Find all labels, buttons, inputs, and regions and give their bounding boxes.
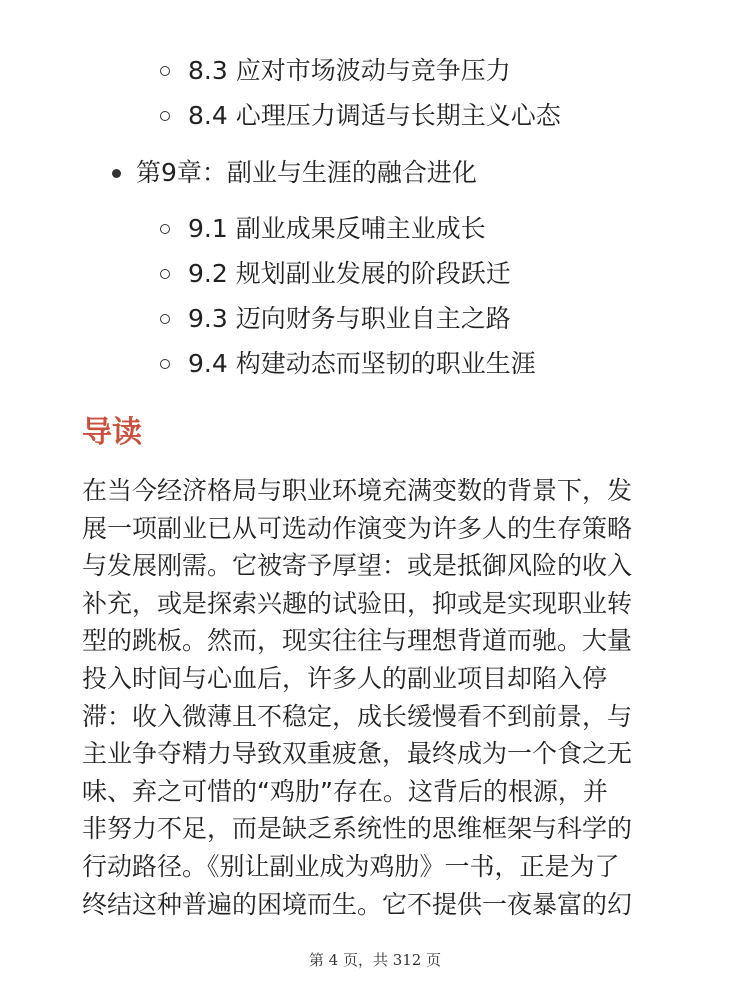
page-number-footer: 第 4 页，共 312 页 xyxy=(308,951,442,969)
paragraph-line: 投入时间与心血后，许多人的副业项目却陷入停 xyxy=(82,663,608,693)
filled-circle-bullet-icon xyxy=(112,169,121,178)
paragraph-line: 主业争夺精力导致双重疲惫，最终成为一个食之无 xyxy=(82,739,633,769)
paragraph-line: 滞：收入微薄且不稳定，成长缓慢看不到前景，与 xyxy=(82,701,633,731)
toc-item[interactable] xyxy=(160,93,561,138)
paragraph-line: 在当今经济格局与职业环境充满变数的背景下，发 xyxy=(82,476,633,505)
toc-section-8-list xyxy=(160,48,561,138)
intro-paragraph xyxy=(82,472,672,923)
hollow-circle-bullet-icon xyxy=(160,66,170,76)
toc-chapter-label: 第9章：副业与生涯的融合进化 xyxy=(136,158,477,187)
toc-item[interactable] xyxy=(160,251,536,296)
toc-item[interactable] xyxy=(160,206,536,251)
hollow-circle-bullet-icon xyxy=(160,224,170,234)
intro-heading: 导读 xyxy=(82,415,142,450)
paragraph-line: 展一项副业已从可选动作演变为许多人的生存策略 xyxy=(82,513,633,543)
toc-item-label: 9.4 构建动态而坚韧的职业生涯 xyxy=(188,349,536,378)
hollow-circle-bullet-icon xyxy=(160,359,170,369)
paragraph-line: 行动路径。《别让副业成为鸡肋》一书，正是为了 xyxy=(82,851,620,881)
paragraph-line: 与发展刚需。它被寄予厚望：或是抵御风险的收入 xyxy=(82,551,633,581)
toc-chapter-9[interactable] xyxy=(112,150,477,195)
hollow-circle-bullet-icon xyxy=(160,269,170,279)
hollow-circle-bullet-icon xyxy=(160,314,170,324)
toc-section-9-list xyxy=(160,206,536,386)
toc-item-label: 9.1 副业成果反哺主业成长 xyxy=(188,214,486,243)
paragraph-line: 终结这种普遍的困境而生。它不提供一夜暴富的幻 xyxy=(82,889,633,919)
paragraph-line: 非努力不足，而是缺乏系统性的思维框架与科学的 xyxy=(82,814,633,844)
toc-item[interactable] xyxy=(160,296,536,341)
toc-item[interactable] xyxy=(160,48,561,93)
hollow-circle-bullet-icon xyxy=(160,111,170,121)
paragraph-line: 味、弃之可惜的“鸡肋”存在。这背后的根源，并 xyxy=(82,776,608,806)
paragraph-line: 型的跳板。然而，现实往往与理想背道而驰。大量 xyxy=(82,626,633,656)
toc-item-label: 8.4 心理压力调适与长期主义心态 xyxy=(188,101,561,130)
toc-item[interactable] xyxy=(160,341,536,386)
toc-item-label: 8.3 应对市场波动与竞争压力 xyxy=(188,56,511,85)
toc-item-label: 9.3 迈向财务与职业自主之路 xyxy=(188,304,511,333)
paragraph-line: 补充，或是探索兴趣的试验田，抑或是实现职业转 xyxy=(82,588,633,618)
toc-item-label: 9.2 规划副业发展的阶段跃迁 xyxy=(188,259,511,288)
